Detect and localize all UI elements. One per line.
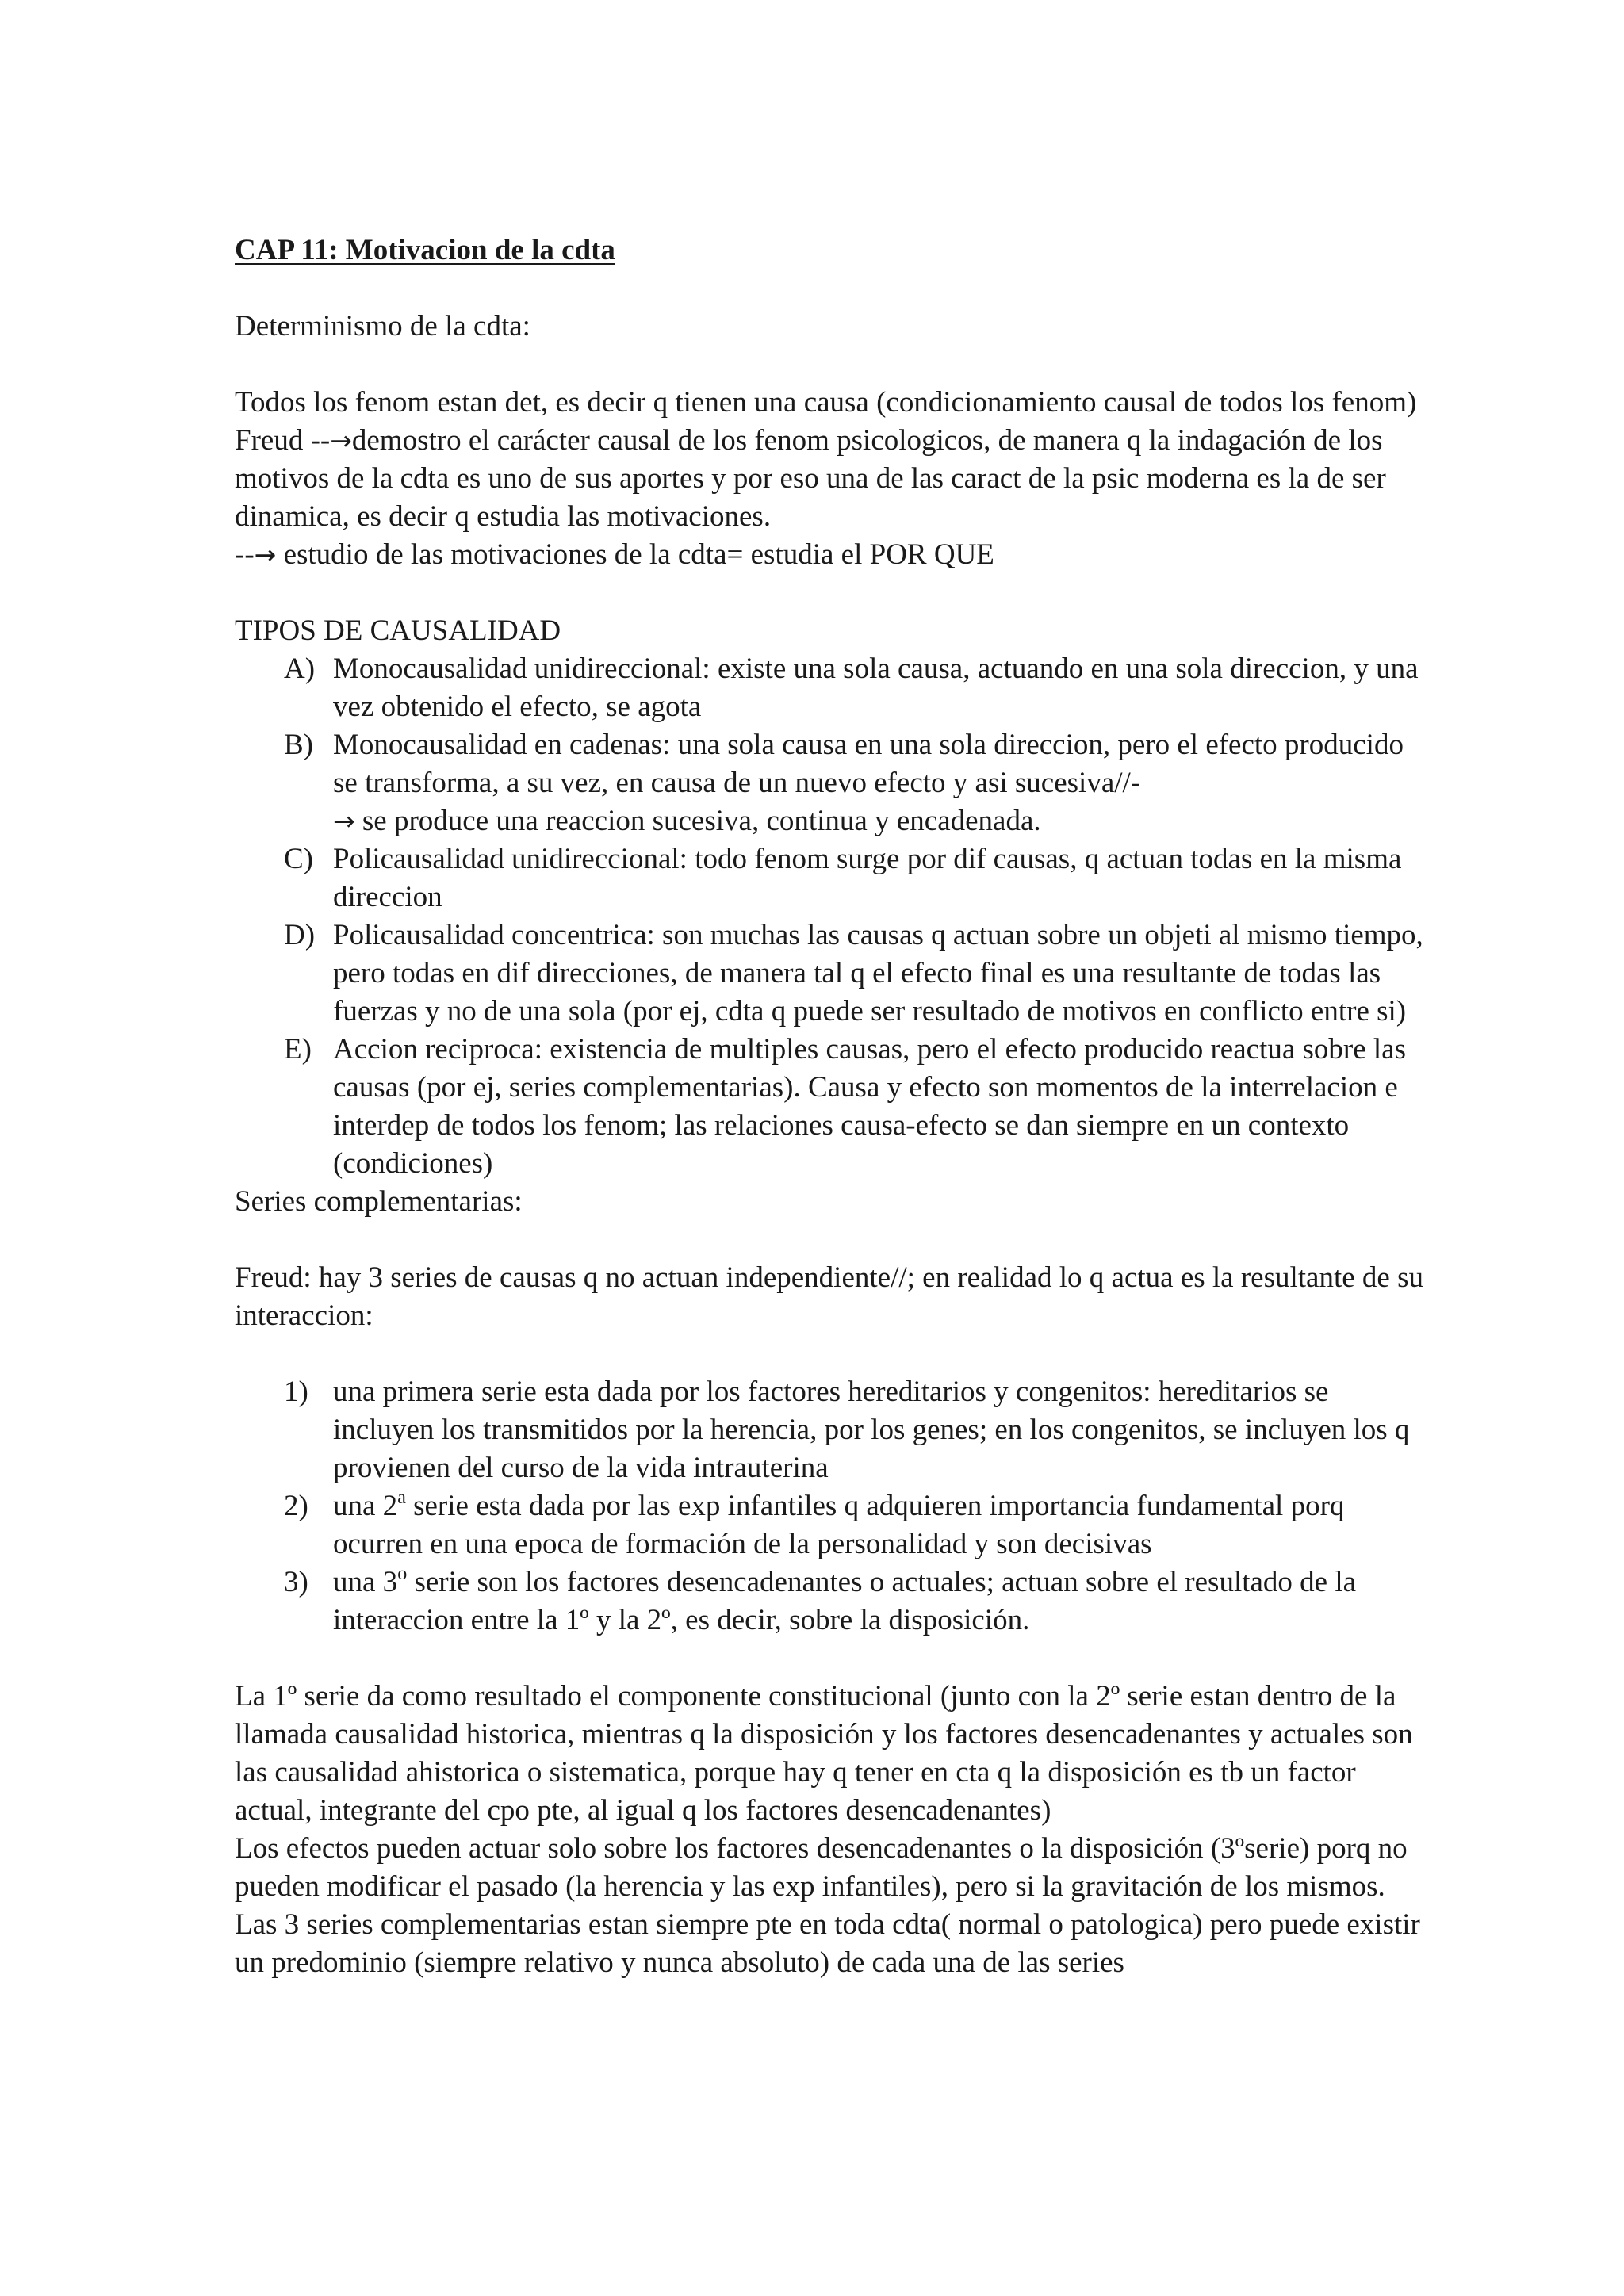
list-item-pre: una 2 [333, 1490, 398, 1522]
list-item [235, 840, 1424, 916]
list-item-text-continued: se produce una reaccion sucesiva, continua y encadenada. [354, 805, 1041, 837]
conclusion-prefix: -- [235, 538, 255, 571]
freud-paragraph [235, 422, 1424, 536]
causalidad-list [235, 650, 1424, 1183]
list-item-text: Monocausalidad en cadenas: una sola causa en una sola direccion, pero el efecto producido se transforma, a su vez, en causa de un nuevo efecto y asi sucesiva//- [333, 729, 1404, 799]
freud-text: demostro el carácter causal de los fenom psicologicos, de manera q la indagación de los motivos de la cdta es uno de sus aportes y por eso una de las caract de la psic moderna es la de ser dinamica, es decir q estudia las motivaciones. [235, 424, 1386, 533]
list-item-text: serie esta dada por las exp infantiles q adquieren importancia fundamental porq ocurren en una epoca de formación de la personalidad y son decisivas [333, 1490, 1345, 1560]
series-intro: Freud: hay 3 series de causas q no actuan independiente//; en realidad lo q actua es la resultante de su interaccion: [235, 1261, 1423, 1332]
list-marker: E) [284, 1033, 312, 1066]
closing-paragraph-3: Las 3 series complementarias estan siempre pte en toda cdta( normal o patologica) pero puede existir un predominio (siempre relativo y nunca absoluto) de cada una de las series [235, 1908, 1420, 1979]
list-item [235, 916, 1424, 1031]
list-marker: 3) [284, 1566, 308, 1598]
causalidad-heading: TIPOS DE CAUSALIDAD [235, 614, 561, 647]
freud-prefix: Freud -- [235, 424, 331, 457]
list-item-text: serie son los factores desencadenantes o actuales; actuan sobre el resultado de la interaccion entre la 1º y la 2º, es decir, sobre la disposición. [333, 1566, 1357, 1636]
list-item-text: Policausalidad concentrica: son muchas las causas q actuan sobre un objeti al mismo tiempo, pero todas en dif direcciones, de manera tal q el efecto final es una resultante de todas las fuerzas y no de una sola (por ej, cdta q puede ser resultado de motivos en conflicto entre si) [333, 919, 1423, 1027]
closing-paragraph-2: Los efectos pueden actuar solo sobre los factores desencadenantes o la disposición (3ºserie) porq no pueden modificar el pasado (la herencia y las exp infantiles), pero si la gravitación de los mismos. [235, 1832, 1408, 1903]
determinismo-paragraph: Todos los fenom estan det, es decir q tienen una causa (condicionamiento causal de todos los fenom) [235, 386, 1417, 419]
arrow-icon: → [254, 539, 277, 570]
list-item-text: Accion reciproca: existencia de multiples causas, pero el efecto producido reactua sobre las causas (por ej, series complementarias). Causa y efecto son momentos de la interrelacion e interdep de todos los fenom; las relaciones causa-efecto se dan siempre en un contexto (condiciones) [333, 1033, 1406, 1180]
list-marker: B) [284, 729, 313, 761]
superscript: o [397, 1563, 408, 1584]
list-marker: D) [284, 919, 316, 951]
list-item [235, 726, 1424, 840]
list-item-text: Policausalidad unidireccional: todo fenom surge por dif causas, q actuan todas en la misma direccion [333, 843, 1402, 913]
list-marker: C) [284, 843, 313, 875]
list-item [235, 1487, 1424, 1563]
document-body [235, 232, 1424, 1982]
closing-paragraph-1: La 1º serie da como resultado el componente constitucional (junto con la 2º serie estan dentro de la llamada causalidad historica, mientras q la disposición y los factores desencadenantes y actuales son las causalidad ahistorica o sistematica, porque hay q tener en cta q la disposición es tb un factor actual, integrante del cpo pte, al igual q los factores desencadenantes) [235, 1680, 1413, 1827]
conclusion-line [235, 536, 1424, 574]
arrow-icon: → [333, 806, 355, 836]
list-item-text: una primera serie esta dada por los factores hereditarios y congenitos: hereditarios se incluyen los transmitidos por la herencia, por los genes; en los congenitos, se incluyen los q provienen del curso de la vida intrauterina [333, 1376, 1410, 1484]
chapter-title: CAP 11: Motivacion de la cdta [235, 234, 615, 266]
determinismo-heading: Determinismo de la cdta: [235, 310, 530, 342]
list-item [235, 1563, 1424, 1640]
list-item-pre: una 3 [333, 1566, 398, 1598]
list-marker: A) [284, 652, 316, 685]
list-item-text: Monocausalidad unidireccional: existe una sola causa, actuando en una sola direccion, y una vez obtenido el efecto, se agota [333, 652, 1419, 723]
series-list [235, 1373, 1424, 1640]
conclusion-text: estudio de las motivaciones de la cdta= estudia el POR QUE [276, 538, 994, 571]
superscript: a [397, 1487, 406, 1508]
list-item [235, 650, 1424, 726]
list-marker: 2) [284, 1490, 308, 1522]
list-item [235, 1031, 1424, 1183]
arrow-icon: → [330, 425, 352, 456]
series-heading: Series complementarias: [235, 1185, 523, 1218]
list-marker: 1) [284, 1376, 308, 1408]
list-item [235, 1373, 1424, 1487]
